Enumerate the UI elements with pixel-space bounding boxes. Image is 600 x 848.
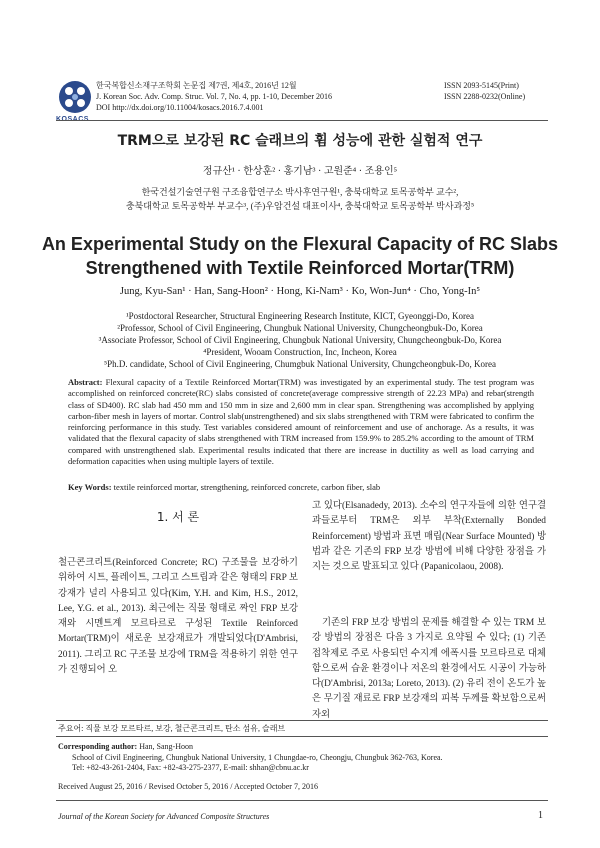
intro-paragraph-left: 철근콘크리트(Reinforced Concrete; RC) 구조물을 보강하기 위하여 시트, 플레이트, 그리고 스트립과 같은 형태의 FRP 보강재가 널리 사용되고 있다(Kim, Y.H. and Kim, H.S., 2012, Lee, Y.G. et al., 2013). 최근에는 직물 형태로 짜인 FRP 보강재와 시멘트계 모르타르로 구성된 Textile Reinforced Mortar(TRM)이 새로운 보강재료가 개발되었다(D'Ambrisi, 2011). 그리고 RC 구조물 보강에 TRM을 적용하기 위한 연구가 진행되어 오: [58, 558, 298, 676]
affiliation-english-line: ³Associate Professor, School of Civil Engineering, Chungbuk National University, Chungcheongbuk-Do, Korea: [98, 335, 502, 345]
section-heading-introduction: 1. 서 론: [156, 510, 200, 524]
keywords-text: textile reinforced mortar, strengthening, reinforced concrete, carbon fiber, slab: [113, 482, 381, 492]
authors-english: Jung, Kyu-San¹ · Han, Sang-Hoon² · Hong, Ki-Nam³ · Ko, Won-Jun⁴ · Cho, Yong-In⁵: [119, 286, 481, 297]
journal-logo: [58, 80, 92, 116]
abstract-label: Abstract:: [68, 377, 103, 387]
issn-print: ISSN 2093-5145(Print): [444, 81, 519, 90]
corresponding-author-address: School of Civil Engineering, Chungbuk National University, 1 Chungdae-ro, Cheongju, Chungbuk 362-763, Korea.: [72, 752, 443, 762]
title-english-line1: An Experimental Study on the Flexural Capacity of RC Slabs: [41, 234, 559, 254]
footnote-divider: [56, 720, 548, 721]
footer-journal-name: Journal of the Korean Society for Advanced Composite Structures: [58, 812, 270, 821]
corresponding-author: [58, 742, 548, 774]
footer-divider: [56, 800, 548, 801]
journal-name-ko: 한국복합신소재구조학회 논문집 제7권, 제4호, 2016년 12월: [96, 81, 297, 90]
keywords-label: Key Words:: [68, 482, 112, 492]
issn-online: ISSN 2288-0232(Online): [444, 92, 526, 101]
title-korean: TRM으로 보강된 RC 슬래브의 휨 성능에 관한 실험적 연구: [117, 133, 483, 149]
doi-link[interactable]: DOI http://dx.doi.org/10.11004/kosacs.2016.7.4.001: [96, 103, 264, 112]
affiliation-korean-line: 충북대학교 토목공학부 부교수³, (주)우암건설 대표이사⁴, 충북대학교 토목공학부 박사과정⁵: [125, 201, 475, 211]
corresponding-author-contact: Tel: +82-43-261-2404, Fax: +82-43-275-2377, E-mail: shhan@cbnu.ac.kr: [72, 763, 309, 772]
authors-korean: 정규산¹ · 한상훈² · 홍기남³ · 고원준⁴ · 조용인⁵: [202, 166, 398, 177]
affiliation-korean-line: 한국건설기술연구원 구조융합연구소 박사후연구원¹, 충북대학교 토목공학부 교수²,: [141, 187, 459, 197]
title-english-line2: Strengthened with Textile Reinforced Mortar(TRM): [85, 258, 515, 278]
abstract: [68, 377, 534, 467]
footnote-divider: [56, 736, 548, 737]
corresponding-author-name: Han, Sang-Hoon: [139, 742, 193, 751]
affiliation-english-line: ⁵Ph.D. candidate, School of Civil Engineering, Chumgbuk National University, Chungcheongbuk-Do, Korea: [104, 359, 496, 369]
header-divider: [56, 120, 548, 121]
abstract-text: Flexural capacity of a Textile Reinforced Mortar(TRM) was investigated by an experimental study. The test program was accomplished on reinforced concrete(RC) slabs consisted of concrete(average compressive strength of 22.23 MPa) and rebar(strength class of SD400). RC slab had 450 mm and 150 mm in size and 2,600 mm in clear span. Strengthening was accomplished by applying carbon-fiber mesh in layers of mortar. Control slab(unstrengthened) and six slabs strengthened with TRM were fabricated to confirm the reinforcing performance in this study. Test variables considered amount of reinforcement and use of anchorage. As a results, it was validated that the flexural capacity of slabs strengthened with TRM increased from 159.9% to 285.2% according to the amount of TRM compared with unstrengthened slab. Experimental results indicated that there are increase in ductility as well as load carrying and deformation capacities when using multiple layers of textile.: [68, 377, 534, 467]
received-dates: Received August 25, 2016 / Revised October 5, 2016 / Accepted October 7, 2016: [58, 782, 318, 791]
corresponding-author-label: Corresponding author:: [58, 742, 138, 751]
keywords-korean: 주요어: 직물 보강 모르타르, 보강, 철근콘크리트, 탄소 섬유, 슬래브: [58, 724, 286, 733]
page-number: 1: [538, 810, 543, 821]
intro-paragraph-right-1: 고 있다(Elsanadedy, 2013). 소수의 연구자들에 의한 연구결과들로부터 TRM은 외부 부착(Externally Bonded Reinforcement) 방법과 표면 매립(Near Surface Mounted) 방법과 같은 기존의 FRP 보강 방법에 비해 다양한 장점을 가지는 것으로 발표되고 있다 (Papanicolaou, 2008).: [312, 501, 546, 573]
affiliation-english-line: ²Professor, School of Civil Engineering, Chungbuk National University, Chungcheongbuk-Do, Korea: [117, 323, 483, 333]
journal-name-en: J. Korean Soc. Adv. Comp. Struc. Vol. 7, No. 4, pp. 1-10, December 2016: [96, 92, 333, 101]
intro-paragraph-right-2: 기존의 FRP 보강 방법의 문제를 해결할 수 있는 TRM 보강 방법의 장점은 다음 3 가지로 요약될 수 있다; (1) 기존 접착제로 주로 사용되던 수지계 에폭시를 모르타르로 대체함으로써 습윤 환경이나 저온의 환경에서도 시공이 가능하다(D'Ambrisi, 2013a; Loreto, 2013). (2) 유리 전이 온도가 높은 무기질 재료로 FRP 보강재의 피복 두께를 확보함으로써 자외: [312, 618, 546, 720]
keywords: [68, 482, 534, 492]
title-english: [0, 232, 600, 280]
affiliation-english-line: ¹Postdoctoral Researcher, Structural Engineering Research Institute, KICT, Gyeonggi-Do, Korea: [125, 311, 475, 321]
affiliation-english-line: ⁴President, Wooam Construction, Inc, Incheon, Korea: [203, 347, 397, 357]
